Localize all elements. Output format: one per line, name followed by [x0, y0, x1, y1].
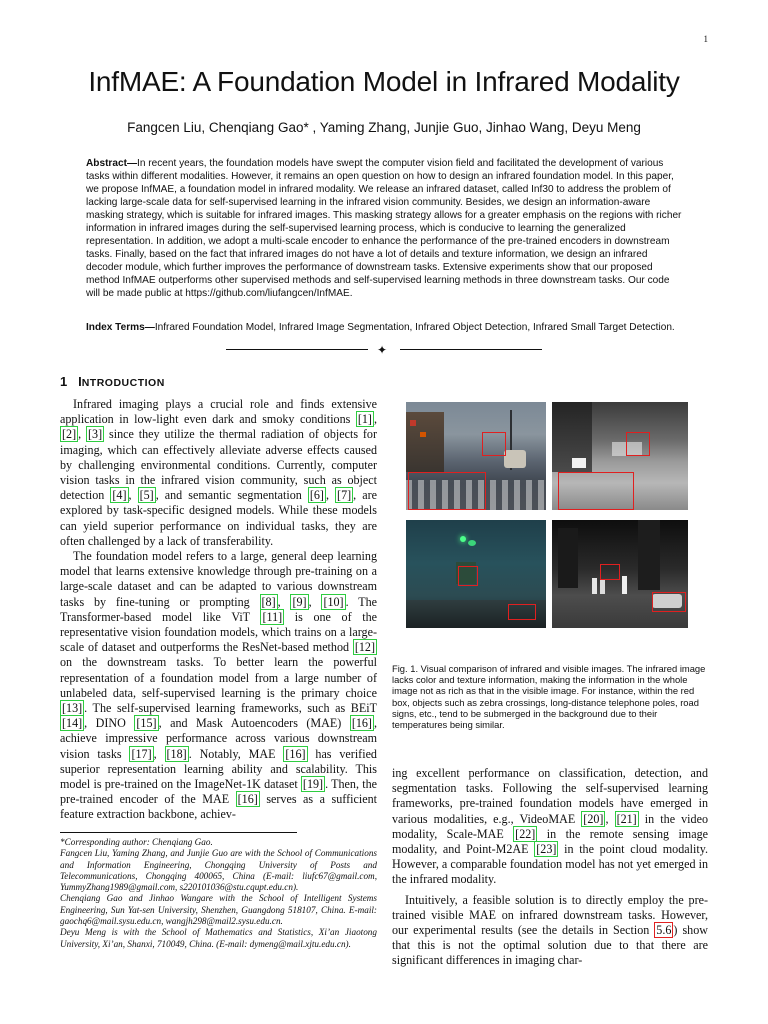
- citation-link[interactable]: [17]: [131, 746, 152, 761]
- citation-link[interactable]: [16]: [237, 792, 258, 807]
- page-number: 1: [703, 34, 708, 44]
- figure-panel-visible-night: [406, 520, 546, 628]
- section-first-letter: I: [78, 374, 82, 389]
- citation-link[interactable]: [7]: [337, 488, 352, 503]
- divider-line-left: [226, 349, 368, 350]
- citation-link[interactable]: [12]: [354, 640, 375, 655]
- footnote-rule: [60, 832, 297, 833]
- citation-link[interactable]: [4]: [112, 488, 127, 503]
- abstract-dash: —: [126, 158, 138, 169]
- footnote-corresponding: *Corresponding author: Chenqiang Gao.: [60, 837, 213, 847]
- red-box: [626, 432, 650, 456]
- citation-link[interactable]: [16]: [285, 746, 306, 761]
- intro-paragraph-2-continued: ing excellent performance on classification, detection, and segmentation tasks. Following the self-supervised learning frameworks, pre-trained foundation models have emerged in various modalities, e.g., VideoMAE [20] , [21] in the video modality, Scale-MAE [22] in the remote sensing image modality, and Point-M2AE [23] in the point cloud modality. However, a comparable foundation model has not yet emerged in the infrared modality.: [392, 766, 709, 887]
- divider-line-right: [400, 349, 542, 350]
- index-terms: [86, 321, 684, 334]
- citation-link[interactable]: [6]: [309, 488, 324, 503]
- citation-link[interactable]: [14]: [62, 716, 83, 731]
- citation-link[interactable]: [11]: [262, 609, 283, 624]
- figure-panel-infrared-day: [552, 402, 688, 510]
- footnote-affiliation-3: Deyu Meng is with the School of Mathematics and Statistics, Xi’an Jiaotong University, Xi’an, Shanxi, 710049, China. (E-mail: dymeng@mail.xjtu.edu.cn).: [60, 927, 377, 949]
- index-terms-label: Index Terms: [86, 322, 145, 333]
- figure-panel-visible-day: [406, 402, 546, 510]
- section-link[interactable]: 5.6: [656, 923, 672, 938]
- figure-panel-infrared-night: [552, 520, 688, 628]
- citation-link[interactable]: [21]: [616, 811, 637, 826]
- red-box: [600, 564, 620, 580]
- red-box: [558, 472, 634, 510]
- footnotes: [60, 837, 377, 950]
- citation-link[interactable]: [19]: [302, 777, 324, 792]
- red-box: [508, 604, 536, 620]
- section-heading-introduction: [60, 374, 165, 389]
- paper-title: InfMAE: A Foundation Model in Infrared Modality: [88, 66, 680, 97]
- index-terms-dash: —: [144, 322, 155, 333]
- citation-link[interactable]: [10]: [323, 594, 344, 609]
- citation-link[interactable]: [15]: [136, 716, 157, 731]
- citation-link[interactable]: [1]: [357, 412, 372, 427]
- divider-diamond-icon: ✦: [377, 343, 388, 357]
- red-box: [652, 592, 686, 612]
- abstract-label: Abstract: [86, 158, 127, 169]
- intro-right-column: [392, 766, 708, 969]
- citation-link[interactable]: [2]: [62, 427, 77, 442]
- red-box: [482, 432, 506, 456]
- footnote-affiliation-2: Chenqiang Gao and Jinhao Wangare with the School of Intelligent Systems Engineering, Sun Yat-sen University, Shenzhen, Guangdong 518107, China. E-mail: gaochq6@mail.sysu.edu.cn, wangjh298@mail2.sysu.edu.cn.: [60, 893, 377, 927]
- section-title-rest: NTRODUCTION: [81, 377, 165, 389]
- figure-caption: Fig. 1. Visual comparison of infrared and visible images. The infrared image lacks color and texture information, making the information in the whole image not as rich as that in the visible image. For instance, within the red box, objects such as zebra crossings, long-distance telephone poles, road signs, etc., tend to be submerged in the background due to their temperatures being similar.: [392, 663, 706, 731]
- citation-link[interactable]: [8]: [261, 594, 276, 609]
- red-box: [408, 472, 486, 510]
- citation-link[interactable]: [20]: [583, 811, 604, 826]
- abstract-text: In recent years, the foundation models have swept the computer vision field and facilitated the development of various tasks within different modalities. However, it remains an open question on how to design an infrared foundation model. In this paper, we propose InfMAE, a foundation model in infrared modality. We release an infrared dataset, called Inf30 to address the problem of lacking large-scale data for self-supervised learning in the infrared vision community. Besides, we design an information-aware masking strategy, which is suitable for infrared images. This masking strategy allows for a greater emphasis on the regions with richer information in infrared images during the self-supervised learning process, which is conducive to learning the generalized representation. In addition, we adopt a multi-scale encoder to enhance the performance of the pre-trained encoders in downstream tasks. Finally, based on the fact that infrared images do not have a lot of details and texture information, we design an infrared decoder module, which further improves the performance of downstream tasks. Extensive experiments show that our proposed method InfMAE outperforms other supervised methods and self-supervised learning methods in three downstream tasks. Our code will be made public at https://github.com/liufangcen/InfMAE.: [86, 158, 682, 299]
- abstract: [86, 158, 684, 300]
- footnote-affiliation-1: Fangcen Liu, Yaming Zhang, and Junjie Guo are with the School of Communications and Information Engineering, Chongqing University of Posts and Telecommunications, Chongqing 400065, China (E-mail: liufc67@gmail.com, YummyZhang1989@gmail.com, s220101036@stu.cqupt.edu.cn).: [60, 848, 377, 893]
- red-box: [458, 566, 478, 586]
- index-terms-text: Infrared Foundation Model, Infrared Image Segmentation, Infrared Object Detection, Infrared Small Target Detection.: [154, 322, 675, 333]
- citation-link[interactable]: [18]: [166, 746, 187, 761]
- citation-link[interactable]: [9]: [292, 594, 307, 609]
- intro-paragraph-1: Infrared imaging plays a crucial role and finds extensive application in low-light even dark and smoky conditions [1] , [2] , [3] since they utilize the thermal radiation of objects for imaging, which can effectively alleviate adverse effects caused by challenging environmental conditions. Currently, computer vision tasks in the infrared vision community, such as object detection [4] , [5] , and semantic segmentation [6] , [7] , are explored by task-specific designed models. While these models can yield superior performance on individual tasks, they are often challenged by a lack of transferability.: [60, 397, 378, 548]
- citation-link[interactable]: [22]: [515, 826, 536, 841]
- section-divider: [226, 343, 542, 357]
- intro-paragraph-2: The foundation model refers to a large, general deep learning model that learns extensive knowledge through pre-training on a large-scale dataset and can be adapted to various downstream tasks by fine-tuning or prompting [8] , [9] , [10] . The Transformer-based model like ViT [11] is one of the representative vision foundation models, which trains on a large-scale of dataset and outperforms the ResNet-based method [12] on the downstream tasks. To better learn the powerful representation of a foundation model from a large number of unlabeled data, self-supervised learning is the primary choice [13] . The self-supervised learning frameworks, such as BEiT [14] , DINO [15] , and Mask Autoencoders (MAE) [16] , achieve impressive performance across various downstream vision tasks [17] , [18] . Notably, MAE [16] has verified superior representation learning ability and scalability. This model is pre-trained on the ImageNet-1K dataset [19] . Then, the pre-trained encoder of the MAE [16] serves as a sufficient feature extraction backbone, achiev-: [60, 549, 378, 822]
- intro-left-column: [60, 397, 377, 823]
- citation-link[interactable]: [5]: [139, 488, 154, 503]
- citation-link[interactable]: [16]: [351, 716, 372, 731]
- citation-link[interactable]: [23]: [536, 842, 557, 857]
- citation-link[interactable]: [13]: [62, 701, 83, 716]
- figure-1: [406, 402, 688, 648]
- author-list: Fangcen Liu, Chenqiang Gao* , Yaming Zhang, Junjie Guo, Jinhao Wang, Deyu Meng: [127, 120, 641, 135]
- citation-link[interactable]: [3]: [88, 427, 103, 442]
- intro-paragraph-3: Intuitively, a feasible solution is to directly employ the pre-trained visible MAE on infrared downstream tasks. However, our experimental results (see the details in Section 5.6 ) show that this is not the optimal solution due to that there are significant differences in imaging char-: [392, 892, 708, 968]
- section-number: 1: [60, 374, 68, 389]
